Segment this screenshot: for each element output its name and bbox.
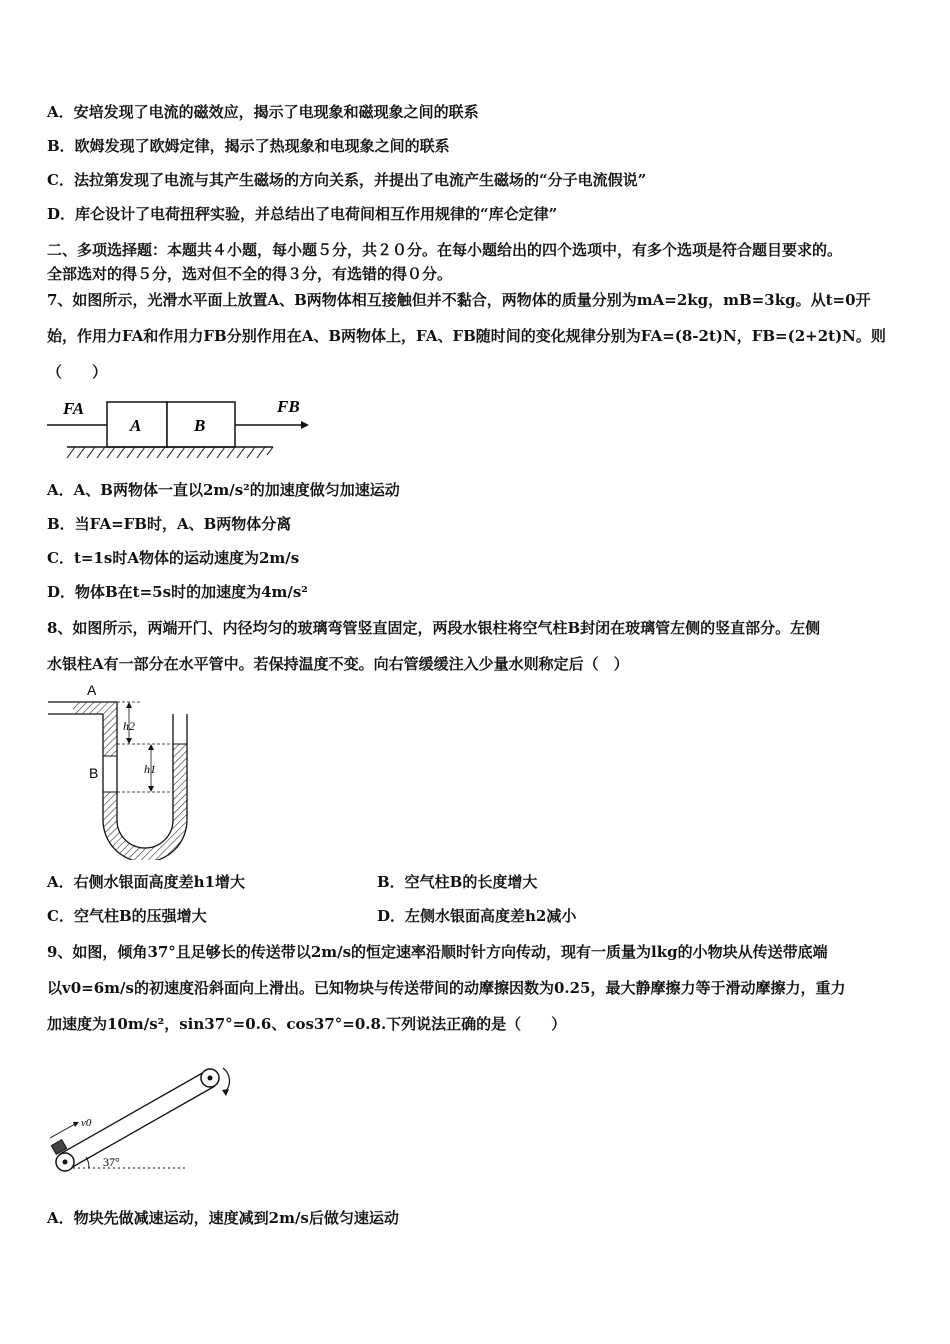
q8-label-h1: h1 xyxy=(144,762,156,776)
q6-option-b: B．欧姆发现了欧姆定律，揭示了热现象和电现象之间的联系 xyxy=(47,137,450,155)
q6-option-a: A．安培发现了电流的磁效应，揭示了电现象和磁现象之间的联系 xyxy=(47,103,479,121)
q7-block-a-label: A xyxy=(130,416,142,435)
q8-option-a: A．右侧水银面高度差h1增大 xyxy=(47,873,245,891)
q8-figure-tube xyxy=(45,680,195,860)
q7-stem-line1: 7、如图所示，光滑水平面上放置A、B两物体相互接触但并不黏合，两物体的质量分别为mA=2kg，mB=3kg。从t=0开 xyxy=(47,291,871,309)
q7-option-b: B．当FA=FB时，A、B两物体分离 xyxy=(47,515,292,533)
q8-option-d: D．左侧水银面高度差h2减小 xyxy=(377,907,577,925)
q7-fb-label: FB xyxy=(277,397,300,416)
q7-block-b-label: B xyxy=(194,416,206,435)
q6-option-d: D．库仑设计了电荷扭秤实验，并总结出了电荷间相互作用规律的“库仑定律” xyxy=(47,205,558,223)
q8-label-b: B xyxy=(89,765,99,781)
q8-label-a: A xyxy=(87,682,97,698)
q7-figure-blocks xyxy=(45,392,315,464)
q7-option-a: A．A、B两物体一直以2m/s²的加速度做匀加速运动 xyxy=(47,481,400,499)
q8-label-h2: h2 xyxy=(123,719,135,733)
q9-stem-line3: 加速度为10m/s²，sin37°=0.6、cos37°=0.8.下列说法正确的是（ ） xyxy=(47,1015,567,1033)
q9-angle-label: 37° xyxy=(103,1155,120,1169)
q7-stem-line3: （ ） xyxy=(47,363,108,381)
q9-option-a: A．物块先做减速运动，速度减到2m/s后做匀速运动 xyxy=(47,1209,399,1227)
q9-figure-conveyor xyxy=(45,1058,245,1178)
q9-stem-line1: 9、如图，倾角37°且足够长的传送带以2m/s的恒定速率沿顺时针方向传动，现有一质量为lkg的小物块从传送带底端 xyxy=(47,943,828,961)
q8-option-b: B．空气柱B的长度增大 xyxy=(377,873,538,891)
q7-option-d: D．物体B在t=5s时的加速度为4m/s² xyxy=(47,583,308,601)
q9-stem-line2: 以v0=6m/s的初速度沿斜面向上滑出。已知物块与传送带间的动摩擦因数为0.25，最大静摩擦力等于滑动摩擦力，重力 xyxy=(47,979,846,997)
q8-stem-line2: 水银柱A有一部分在水平管中。若保持温度不变。向右管缓缓注入少量水则称定后（ ） xyxy=(47,655,629,673)
section2-line1: 二、多项选择题：本题共４小题，每小题５分，共２０分。在每小题给出的四个选项中，有多个选项是符合题目要求的。 xyxy=(47,241,843,259)
q9-v0-label: v0 xyxy=(81,1117,92,1129)
q8-option-c: C．空气柱B的压强增大 xyxy=(47,907,207,925)
q7-stem-line2: 始，作用力FA和作用力FB分别作用在A、B两物体上，FA、FB随时间的变化规律分别为FA=(8-2t)N，FB=(2+2t)N。则 xyxy=(47,327,886,345)
q6-option-c: C．法拉第发现了电流与其产生磁场的方向关系，并提出了电流产生磁场的“分子电流假说” xyxy=(47,171,647,189)
q8-stem-line1: 8、如图所示，两端开门、内径均匀的玻璃弯管竖直固定，两段水银柱将空气柱B封闭在玻璃管左侧的竖直部分。左侧 xyxy=(47,619,821,637)
section2-line2: 全部选对的得５分，选对但不全的得３分，有选错的得０分。 xyxy=(47,265,453,283)
q7-fa-label: FA xyxy=(63,399,85,418)
q7-option-c: C．t=1s时A物体的运动速度为2m/s xyxy=(47,549,300,567)
